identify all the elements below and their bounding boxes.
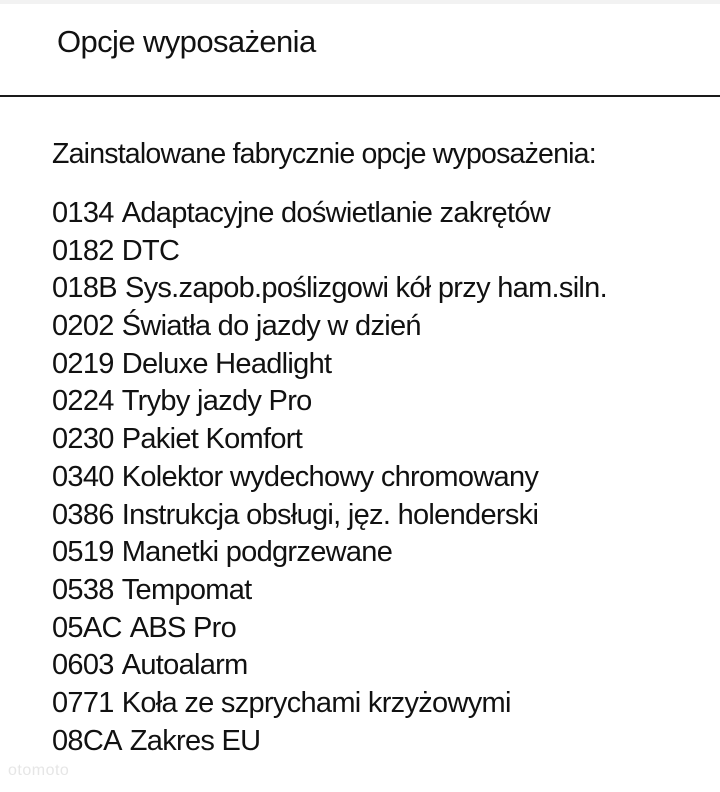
option-label: Sys.zapob.poślizgowi kół przy ham.siln. — [124, 272, 607, 305]
option-code: 0771 — [52, 686, 114, 719]
option-code: 0386 — [52, 498, 114, 531]
option-code: 0230 — [52, 423, 114, 456]
option-label: Tryby jazdy Pro — [121, 385, 312, 418]
option-label: Zakres EU — [129, 724, 261, 757]
option-item — [52, 383, 607, 421]
page-title: Opcje wyposażenia — [57, 24, 316, 59]
option-item — [52, 308, 607, 346]
option-code: 0603 — [52, 649, 114, 682]
option-code: 05AC — [52, 611, 122, 644]
option-code: 0519 — [52, 536, 114, 569]
option-label: Kolektor wydechowy chromowany — [121, 460, 539, 493]
option-label: Instrukcja obsługi, jęz. holenderski — [121, 498, 539, 531]
option-label: Manetki podgrzewane — [121, 536, 393, 569]
section-heading: Zainstalowane fabrycznie opcje wyposażenia: — [52, 138, 596, 170]
option-item — [52, 723, 607, 761]
option-item — [52, 459, 607, 497]
option-code: 0134 — [52, 197, 114, 229]
option-item — [52, 195, 607, 233]
option-item — [52, 610, 607, 648]
option-label: Tempomat — [121, 573, 252, 606]
option-label: DTC — [121, 234, 180, 267]
option-label: Pakiet Komfort — [121, 423, 303, 456]
option-item — [52, 421, 607, 459]
option-item — [52, 270, 607, 308]
option-code: 0340 — [52, 460, 114, 493]
option-item — [52, 685, 607, 723]
page-header — [0, 0, 720, 97]
option-code: 0224 — [52, 385, 114, 418]
option-item — [52, 346, 607, 384]
option-label: Światła do jazdy w dzień — [121, 310, 421, 343]
option-item — [52, 647, 607, 685]
option-label: Adaptacyjne doświetlanie zakrętów — [121, 197, 550, 229]
option-code: 0182 — [52, 234, 114, 267]
option-item — [52, 572, 607, 610]
option-item — [52, 497, 607, 535]
option-item — [52, 534, 607, 572]
watermark: otomoto — [8, 762, 70, 779]
option-code: 08CA — [52, 724, 122, 757]
option-label: Deluxe Headlight — [121, 347, 332, 380]
option-item — [52, 233, 607, 271]
option-code: 0219 — [52, 347, 114, 380]
option-code: 0202 — [52, 310, 114, 343]
option-label: Koła ze szprychami krzyżowymi — [121, 686, 511, 719]
option-label: ABS Pro — [129, 611, 237, 644]
option-code: 0538 — [52, 573, 114, 606]
equipment-option-list — [52, 195, 607, 760]
option-label: Autoalarm — [121, 649, 248, 682]
option-code: 018B — [52, 272, 117, 305]
